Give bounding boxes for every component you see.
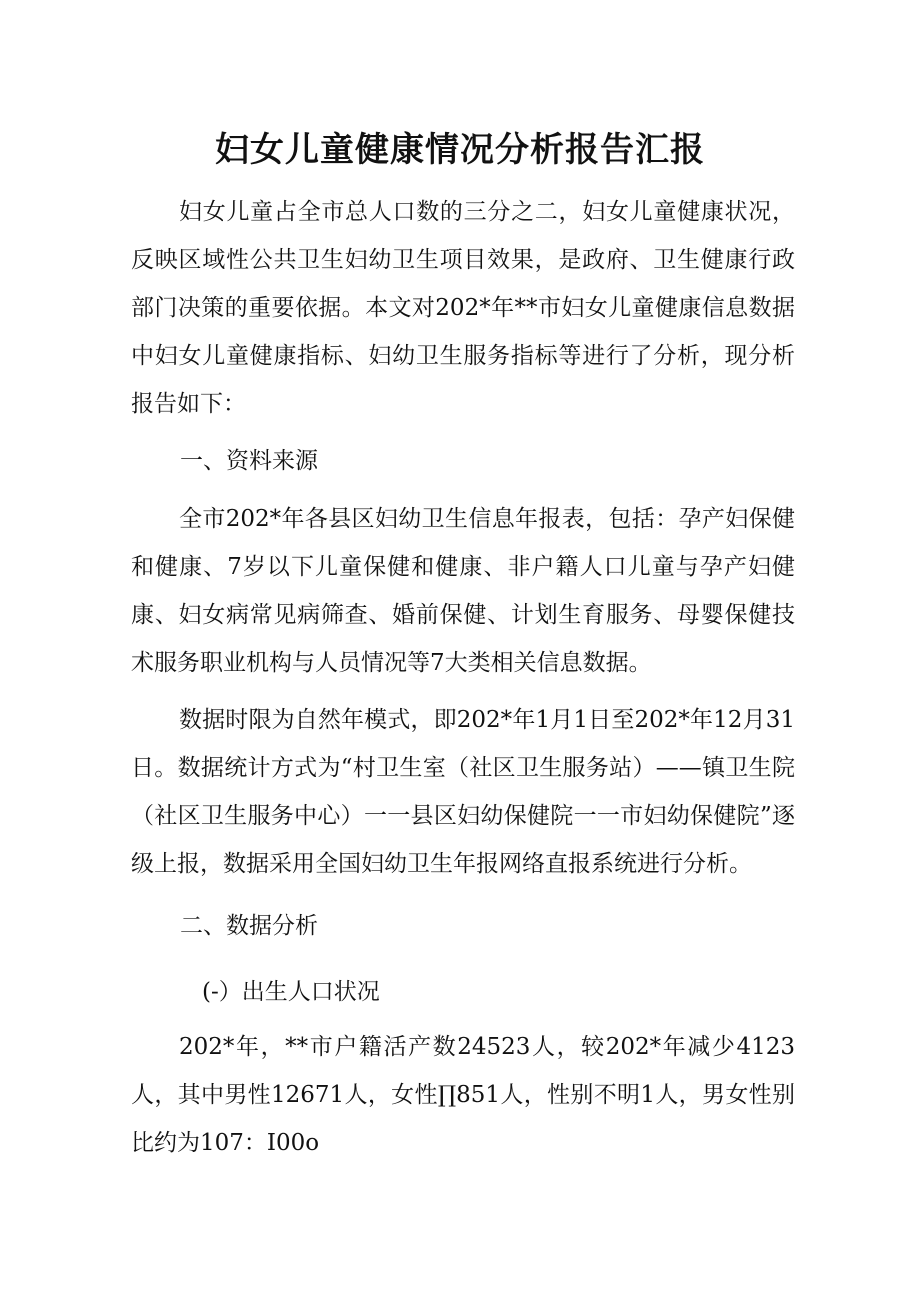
- section2-heading: 二、数据分析: [180, 913, 318, 939]
- section1-heading: 一、资料来源: [180, 448, 318, 474]
- section1-paragraph-2: 数据时限为自然年模式，即202*年1月1日至202*年12月31日。数据统计方式为“村卫生室（社区卫生服务站）——镇卫生院（社区卫生服务中心）一一县区妇幼保健院一一市妇幼保健院”逐级上报，数据采用全国妇幼卫生年报网络直报系统进行分析。: [131, 707, 795, 877]
- intro-paragraph: 妇女儿童占全市总人口数的三分之二，妇女儿童健康状况，反映区域性公共卫生妇幼卫生项目效果，是政府、卫生健康行政部门决策的重要依据。本文对202*年**市妇女儿童健康信息数据中妇女儿童健康指标、妇幼卫生服务指标等进行了分析，现分析报告如下：: [131, 199, 795, 417]
- section1-paragraph-1: 全市202*年各县区妇幼卫生信息年报表，包括：孕产妇保健和健康、7岁以下儿童保健和健康、非户籍人口儿童与孕产妇健康、妇女病常见病筛查、婚前保健、计划生育服务、母婴保健技术服务职业机构与人员情况等7大类相关信息数据。: [131, 506, 795, 676]
- document-title: 妇女儿童健康情况分析报告汇报: [215, 130, 705, 170]
- section2-subheading-1: (-）出生人口状况: [202, 979, 380, 1005]
- section2-paragraph-1: 202*年，**市户籍活产数24523人，较202*年减少4123人，其中男性12671人，女性∏851人，性别不明1人，男女性别比约为107：I00o: [131, 1034, 795, 1156]
